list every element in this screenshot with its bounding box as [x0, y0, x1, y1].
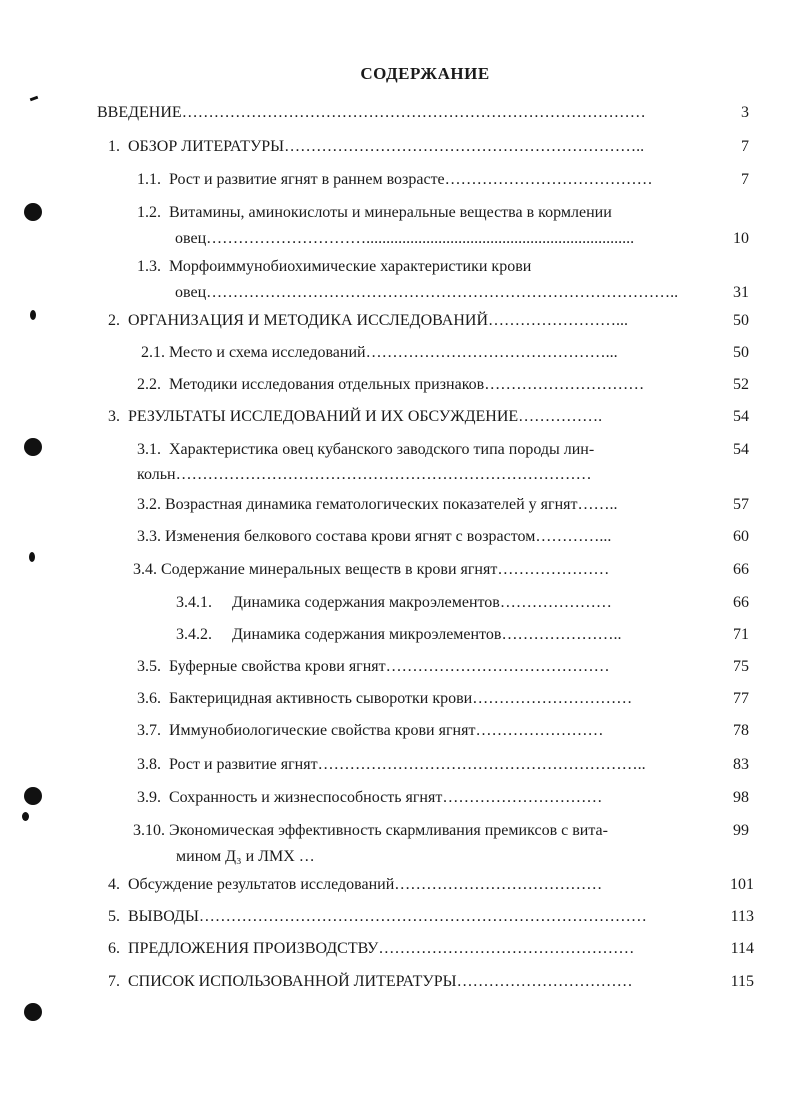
toc-entry-number: 3.4.1.	[176, 594, 212, 611]
toc-page-number: 7	[741, 171, 749, 188]
toc-entry-number: 4.	[108, 876, 120, 893]
toc-entry	[137, 495, 618, 515]
toc-entry-cont: овец	[175, 230, 207, 247]
toc-page-number: 31	[733, 284, 749, 301]
toc-entry-text: Место и схема исследований	[169, 344, 366, 361]
toc-entry	[137, 257, 531, 277]
hole-punch-mark	[24, 1003, 42, 1021]
toc-dots: …………………	[497, 561, 610, 578]
toc-entry	[176, 625, 621, 645]
hole-punch-mark	[24, 438, 42, 456]
toc-entry	[137, 170, 653, 190]
toc-entry	[97, 103, 646, 123]
toc-entry-text: Изменения белкового состава крови ягнят с возрастом	[165, 528, 536, 545]
toc-dots: ……………………………………………………………………	[175, 466, 592, 483]
toc-dots: …………………………...................................................................	[206, 230, 635, 247]
toc-entry-text: Рост и развитие ягнят	[169, 756, 318, 773]
toc-dots: …	[298, 848, 315, 865]
toc-dots: ……………………………………………………..	[317, 756, 646, 773]
toc-entry	[108, 407, 602, 427]
toc-page-number: 77	[733, 690, 749, 707]
hole-punch-mark	[24, 203, 42, 221]
hole-punch-mark	[24, 787, 42, 805]
toc-page-number: 54	[733, 441, 749, 458]
toc-entry-text: Бактерицидная активность сыворотки крови	[169, 690, 473, 707]
toc-entry-text: Динамика содержания микроэлементов	[232, 626, 502, 643]
toc-entry	[108, 137, 644, 157]
toc-dots: …………………………	[442, 789, 603, 806]
toc-dots: …………….	[518, 408, 603, 425]
toc-entry-text: Методики исследования отдельных признаков	[169, 376, 485, 393]
toc-dots: …………………………………………………………..	[284, 138, 645, 155]
toc-dots: ……………………...	[488, 312, 629, 329]
toc-entry	[108, 939, 634, 959]
toc-page-number: 54	[733, 408, 749, 425]
toc-page-number: 57	[733, 496, 749, 513]
toc-entry-cont: овец	[175, 284, 207, 301]
toc-entry-continuation	[175, 283, 710, 303]
toc-page-number: 10	[733, 230, 749, 247]
toc-page-number: 113	[730, 908, 754, 925]
toc-entry-number: 3.1.	[137, 441, 161, 458]
toc-page-number: 83	[733, 756, 749, 773]
toc-entry-text: ОРГАНИЗАЦИЯ И МЕТОДИКА ИССЛЕДОВАНИЙ	[128, 312, 489, 329]
toc-page-number: 78	[733, 722, 749, 739]
toc-page-number: 66	[733, 561, 749, 578]
toc-entry-text: РЕЗУЛЬТАТЫ ИССЛЕДОВАНИЙ И ИХ ОБСУЖДЕНИЕ	[128, 408, 519, 425]
toc-dots: …………………………	[472, 690, 633, 707]
toc-entry	[133, 821, 608, 841]
toc-entry-text: ВВЕДЕНИЕ	[97, 104, 182, 121]
toc-entry-text: Возрастная динамика гематологических показателей у ягнят	[165, 496, 578, 513]
toc-entry	[108, 311, 628, 331]
margin-mark	[22, 812, 29, 821]
toc-entry-number: 3.	[108, 408, 120, 425]
toc-entry	[137, 788, 602, 808]
toc-dots: ……..	[577, 496, 618, 513]
toc-entry-number: 6.	[108, 940, 120, 957]
toc-entry-continuation	[137, 465, 712, 485]
toc-entry-number: 1.	[108, 138, 120, 155]
toc-entry-number: 1.2.	[137, 204, 161, 221]
toc-page-number: 7	[741, 138, 749, 155]
toc-page-number: 101	[730, 876, 754, 893]
toc-entry-text: ВЫВОДЫ	[128, 908, 199, 925]
toc-entry	[137, 657, 610, 677]
toc-page-number: 75	[733, 658, 749, 675]
toc-dots: …………………	[499, 594, 612, 611]
toc-page-number: 52	[733, 376, 749, 393]
toc-dots: ……………………………………	[385, 658, 610, 675]
toc-entry-continuation	[176, 847, 714, 867]
toc-entry-number: 3.9.	[137, 789, 161, 806]
toc-entry	[137, 375, 644, 395]
toc-entry-number: 1.1.	[137, 171, 161, 188]
toc-entry-text: Характеристика овец кубанского заводского типа породы лин-	[169, 441, 595, 458]
toc-entry	[108, 907, 647, 927]
toc-title: СОДЕРЖАНИЕ	[360, 64, 490, 83]
toc-entry-cont: мином Д₃ и ЛМХ	[176, 848, 295, 865]
toc-entry-number: 2.2.	[137, 376, 161, 393]
toc-page-number: 71	[733, 626, 749, 643]
toc-dots: ……………………………	[456, 973, 633, 990]
toc-dots: …………………………………………	[378, 940, 635, 957]
toc-page-number: 99	[733, 822, 749, 839]
toc-entry-number: 1.3.	[137, 258, 161, 275]
toc-entry-number: 5.	[108, 908, 120, 925]
toc-dots: …………………………………	[444, 171, 653, 188]
toc-dots: ……………………………………………………………………………..	[206, 284, 679, 301]
toc-entry-text: Буферные свойства крови ягнят	[169, 658, 386, 675]
toc-page-number: 3	[741, 104, 749, 121]
toc-entry-continuation	[175, 229, 710, 249]
toc-entry	[108, 972, 633, 992]
margin-mark	[29, 552, 35, 562]
toc-entry-number: 3.2.	[137, 496, 161, 513]
toc-entry	[133, 560, 609, 580]
toc-entry-text: Обсуждение результатов исследований	[128, 876, 395, 893]
toc-entry-number: 3.10.	[133, 822, 165, 839]
toc-entry-text: Витамины, аминокислоты и минеральные вещества в кормлении	[169, 204, 612, 221]
toc-entry-number: 3.7.	[137, 722, 161, 739]
toc-entry-text: Рост и развитие ягнят в раннем возрасте	[169, 171, 445, 188]
toc-entry-number: 2.	[108, 312, 120, 329]
toc-entry	[137, 721, 603, 741]
toc-entry	[137, 527, 611, 547]
toc-entry	[137, 440, 594, 460]
toc-page-number: 50	[733, 312, 749, 329]
toc-entry	[137, 689, 632, 709]
toc-entry-text: Содержание минеральных веществ в крови ягнят	[161, 561, 498, 578]
toc-entry-text: Экономическая эффективность скармливания премиксов с вита-	[169, 822, 608, 839]
toc-entry-cont: кольн	[137, 466, 176, 483]
toc-dots: …………………..	[501, 626, 622, 643]
margin-mark	[30, 96, 39, 102]
toc-page-number: 98	[733, 789, 749, 806]
margin-mark	[30, 310, 36, 320]
toc-entry-number: 2.1.	[141, 344, 165, 361]
toc-entry	[176, 593, 612, 613]
toc-page-number: 114	[730, 940, 754, 957]
toc-dots: …………………………………………………………………………	[198, 908, 647, 925]
toc-dots: …………………………	[484, 376, 645, 393]
toc-entry	[141, 343, 618, 363]
toc-dots: ……………………………………………………………………………	[181, 104, 646, 121]
toc-entry-text: СПИСОК ИСПОЛЬЗОВАННОЙ ЛИТЕРАТУРЫ	[128, 973, 457, 990]
toc-entry-text: Динамика содержания макроэлементов	[232, 594, 500, 611]
toc-entry	[137, 203, 612, 223]
toc-page-number: 66	[733, 594, 749, 611]
toc-entry-text: ОБЗОР ЛИТЕРАТУРЫ	[128, 138, 285, 155]
toc-entry-number: 3.4.2.	[176, 626, 212, 643]
toc-entry-text: Морфоиммунобиохимические характеристики крови	[169, 258, 532, 275]
toc-dots: ………………………………………...	[365, 344, 618, 361]
toc-entry	[137, 755, 646, 775]
toc-entry	[108, 875, 602, 895]
toc-entry-text: Сохранность и жизнеспособность ягнят	[169, 789, 443, 806]
toc-entry-number: 3.6.	[137, 690, 161, 707]
toc-entry-number: 3.8.	[137, 756, 161, 773]
toc-entry-number: 3.3.	[137, 528, 161, 545]
toc-page-number: 60	[733, 528, 749, 545]
toc-entry-number: 3.4.	[133, 561, 157, 578]
toc-dots: ……………………	[475, 722, 604, 739]
toc-entry-number: 7.	[108, 973, 120, 990]
toc-dots: …………………………………	[394, 876, 603, 893]
toc-dots: …………...	[535, 528, 612, 545]
toc-page-number: 50	[733, 344, 749, 361]
toc-entry-text: Иммунобиологические свойства крови ягнят	[169, 722, 476, 739]
toc-page-number: 115	[730, 973, 754, 990]
toc-entry-text: ПРЕДЛОЖЕНИЯ ПРОИЗВОДСТВУ	[128, 940, 379, 957]
toc-entry-number: 3.5.	[137, 658, 161, 675]
